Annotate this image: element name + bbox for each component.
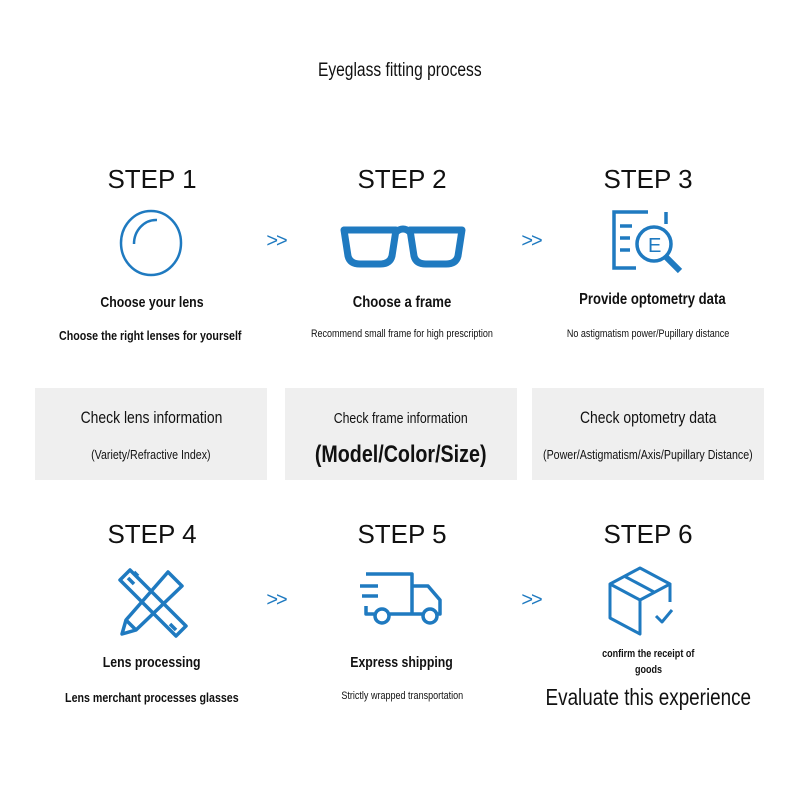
step-6-desc: Evaluate this experience (545, 684, 751, 710)
info-box-optometry (532, 388, 764, 480)
step-1-name: Choose your lens (100, 294, 204, 311)
document-search-icon (608, 206, 688, 286)
step-1-label: STEP 1 (107, 164, 197, 194)
glasses-icon (338, 206, 468, 286)
info-box-lens-title: Check lens information (80, 408, 222, 427)
box-check-icon (606, 562, 686, 642)
step-6-name-line2: goods (634, 664, 662, 676)
step-2-label: STEP 2 (357, 164, 447, 194)
arrow-5-6: >> (521, 589, 541, 611)
info-box-optometry-title: Check optometry data (579, 408, 717, 427)
step-3-name: Provide optometry data (578, 291, 726, 308)
step-6-name: confirm the receipt of (601, 648, 695, 660)
step-5-name: Express shipping (350, 654, 454, 671)
step-3-label: STEP 3 (603, 164, 693, 194)
pencil-ruler-icon (112, 564, 192, 644)
step-4-name: Lens processing (103, 654, 201, 671)
info-box-lens-detail: (Variety/Refractive Index) (91, 447, 211, 462)
arrow-2-3: >> (521, 230, 541, 252)
arrow-4-5: >> (266, 589, 286, 611)
svg-text:E: E (648, 235, 662, 257)
info-box-optometry-detail: (Power/Astigmatism/Axis/Pupillary Distance) (543, 447, 753, 462)
step-2-name: Choose a frame (352, 294, 452, 311)
step-4-label: STEP 4 (107, 519, 197, 549)
step-5-desc: Strictly wrapped transportation (341, 690, 463, 702)
step-6-label: STEP 6 (603, 519, 693, 549)
page-title (0, 60, 800, 82)
step-2-desc: Recommend small frame for high prescription (311, 328, 493, 340)
arrow-1-2: >> (266, 230, 286, 252)
info-box-frame-title: Check frame information (334, 410, 468, 427)
title-text: Eyeglass fitting process (318, 60, 482, 81)
step-1-desc: Choose the right lenses for yourself (58, 328, 242, 343)
truck-icon (356, 570, 446, 650)
info-box-lens (35, 388, 267, 480)
step-3-desc: No astigmatism power/Pupillary distance (566, 328, 730, 340)
step-5-label: STEP 5 (357, 519, 447, 549)
info-box-frame-detail: (Model/Color/Size) (315, 441, 487, 468)
step-4-desc: Lens merchant processes glasses (65, 690, 239, 705)
lens-icon (112, 206, 192, 286)
